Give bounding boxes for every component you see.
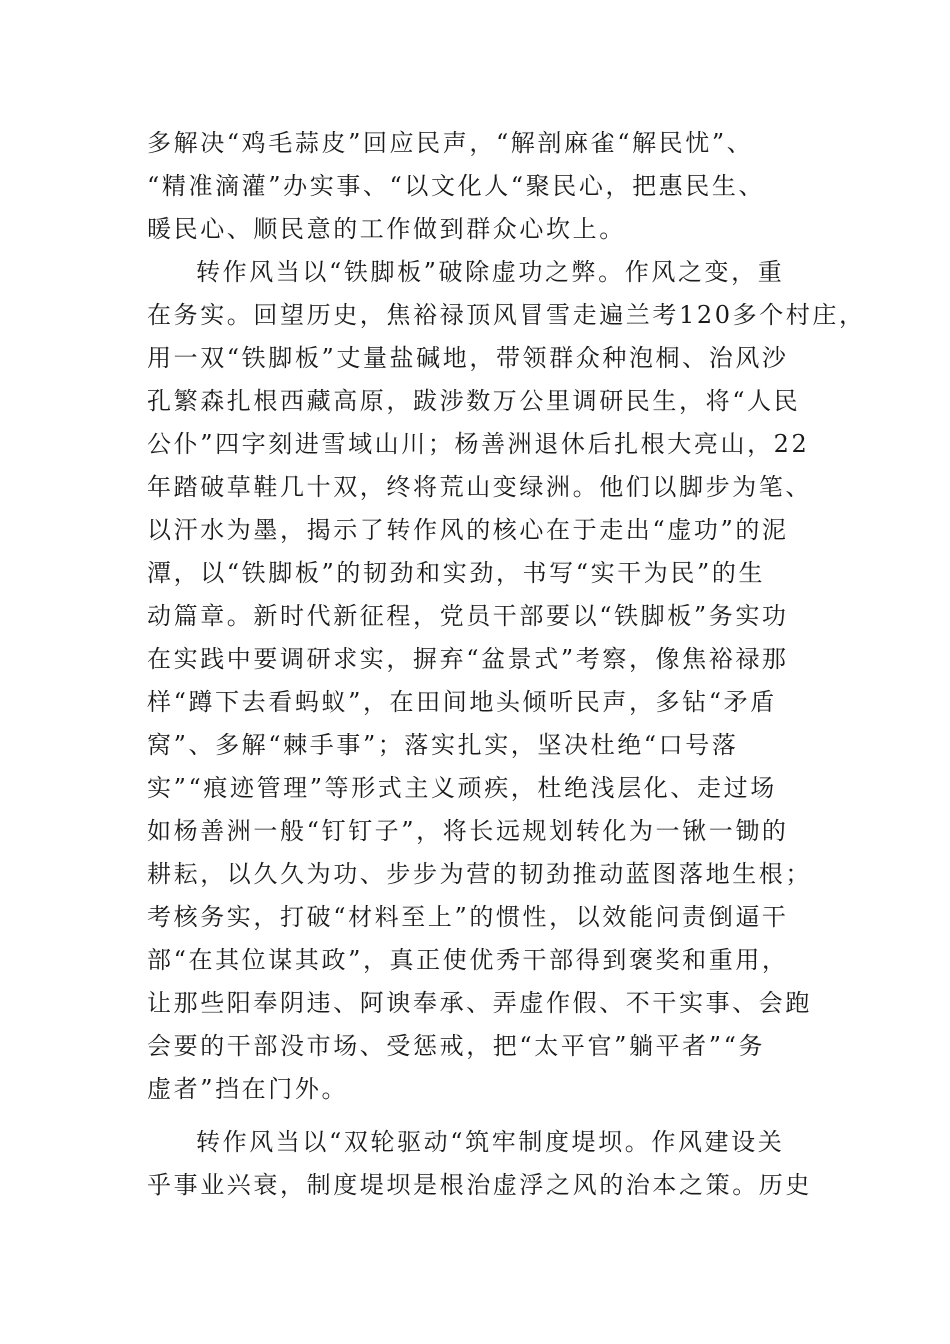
text-line: 耕耘，以久久为功、步步为营的韧劲推动蓝图落地生根； [147, 860, 812, 888]
text-line: 年踏破草鞋几十双，终将荒山变绿洲。他们以脚步为笔、 [147, 473, 812, 501]
text-line: 如杨善洲一般“钉钉子”，将长远规划转化为一锹一锄的 [147, 817, 789, 845]
text-line: 公仆”四字刻进雪域山川；杨善洲退休后扎根大亮山，22 [147, 430, 810, 458]
text-line: 乎事业兴衰，制度堤坝是根治虚浮之风的治本之策。历史 [147, 1171, 812, 1199]
text-line: 会要的干部没市场、受惩戒，把“太平官”躺平者”“务 [147, 1032, 766, 1060]
text-line: “精准滴灌”办实事、“以文化人“聚民心，把惠民生、 [147, 172, 766, 200]
text-line: 孔繁森扎根西藏高原，跋涉数万公里调研民生，将“人民 [147, 387, 801, 415]
text-line: 虚者”挡在门外。 [147, 1075, 349, 1103]
text-line: 实”“痕迹管理”等形式主义顽疾，杜绝浅层化、走过场 [147, 774, 777, 802]
text-line: 在务实。回望历史，焦裕禄顶风冒雪走遍兰考120多个村庄， [147, 301, 866, 329]
text-line: 动篇章。新时代新征程，党员干部要以“铁脚板”务实功 [147, 602, 789, 630]
text-line: 用一双“铁脚板”丈量盐碱地，带领群众种泡桐、治风沙 [147, 344, 789, 372]
text-line: 让那些阳奉阴违、阿谀奉承、弄虚作假、不干实事、会跑 [147, 989, 812, 1017]
text-line: 转作风当以“双轮驱动“筑牢制度堤坝。作风建设关 [196, 1128, 785, 1156]
text-line: 部“在其位谋其政”，真正使优秀干部得到褒奖和重用， [147, 946, 789, 974]
text-line: 考核务实，打破“材料至上”的惯性，以效能问责倒逼干 [147, 903, 789, 931]
text-line: 转作风当以“铁脚板”破除虚功之弊。作风之变，重 [196, 258, 785, 286]
text-line: 暖民心、顺民意的工作做到群众心坎上。 [147, 215, 626, 243]
text-line: 潭，以“铁脚板”的韧劲和实劲，书写“实干为民”的生 [147, 559, 766, 587]
text-line: 在实践中要调研求实，摒弃“盆景式”考察，像焦裕禄那 [147, 645, 789, 673]
text-line: 多解决“鸡毛蒜皮”回应民声，“解剖麻雀“解民忧”、 [147, 129, 754, 157]
text-line: 以汗水为墨，揭示了转作风的核心在于走出“虚功”的泥 [147, 516, 789, 544]
text-line: 窝”、多解“棘手事”；落实扎实，坚决杜绝“口号落 [147, 731, 739, 759]
text-line: 样“蹲下去看蚂蚁”，在田间地头倾听民声，多钻“矛盾 [147, 688, 777, 716]
